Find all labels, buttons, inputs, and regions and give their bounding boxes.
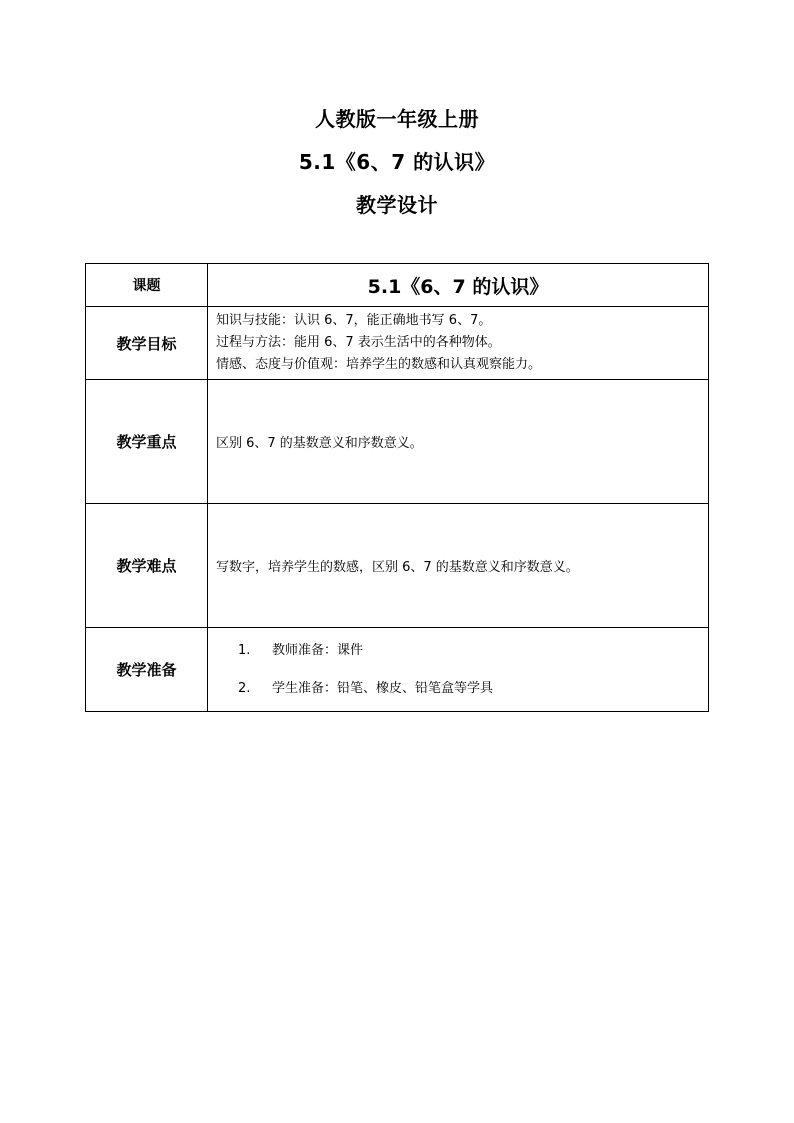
preparation-label: 教学准备 — [86, 628, 208, 712]
row-objectives — [86, 307, 709, 380]
row-key-points — [86, 380, 709, 504]
preparation-item-student — [216, 670, 708, 708]
key-points-label: 教学重点 — [86, 380, 208, 504]
document-title — [0, 103, 794, 232]
preparation-item-teacher — [216, 632, 708, 670]
row-difficulties — [86, 504, 709, 628]
lesson-plan-table — [85, 263, 709, 712]
preparation-item-text: 学生准备：铅笔、橡皮、铅笔盒等学具 — [272, 680, 494, 696]
row-preparation — [86, 628, 709, 712]
preparation-item-number: 1. — [238, 642, 251, 658]
objective-attitude: 情感、态度与价值观：培养学生的数感和认真观察能力。 — [216, 357, 542, 372]
title-lesson: 5.1《6、7 的认识》 — [298, 150, 496, 174]
topic-label: 课题 — [86, 264, 208, 307]
title-textbook: 人教版一年级上册 — [315, 107, 479, 131]
objectives-label: 教学目标 — [86, 307, 208, 380]
difficulties-text: 写数字，培养学生的数感，区别 6、7 的基数意义和序数意义。 — [208, 504, 709, 628]
objectives-content — [208, 307, 709, 380]
topic-value: 5.1《6、7 的认识》 — [208, 264, 709, 307]
preparation-item-number: 2. — [238, 680, 251, 696]
objective-knowledge: 知识与技能：认识 6、7，能正确地书写 6、7。 — [216, 313, 492, 328]
preparation-content — [208, 628, 709, 712]
objective-process: 过程与方法：能用 6、7 表示生活中的各种物体。 — [216, 335, 501, 350]
key-points-text: 区别 6、7 的基数意义和序数意义。 — [208, 380, 709, 504]
title-doc-type: 教学设计 — [356, 193, 438, 217]
row-topic — [86, 264, 709, 307]
difficulties-label: 教学难点 — [86, 504, 208, 628]
preparation-item-text: 教师准备：课件 — [272, 642, 364, 658]
